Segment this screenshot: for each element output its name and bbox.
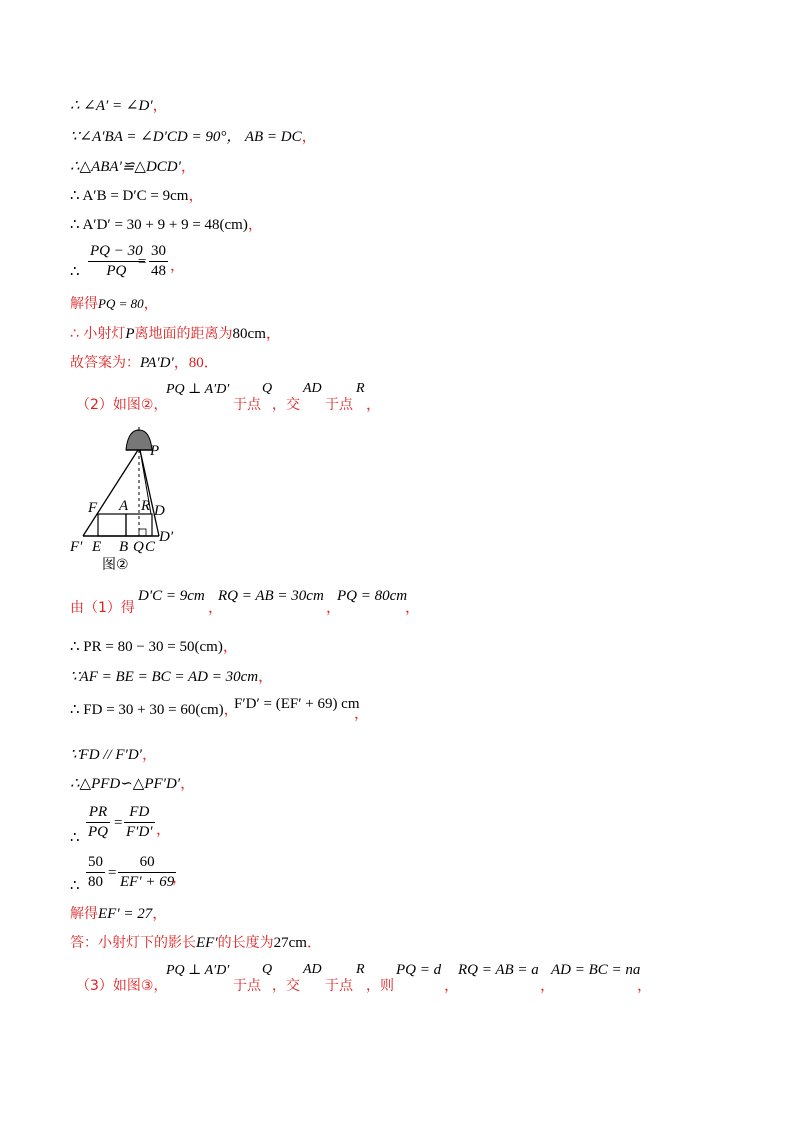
lamp-shade (126, 430, 152, 450)
line-2: ∵∠A′BA = ∠D′CD = 90°， AB = DC， (70, 129, 317, 145)
figure-2 (68, 425, 188, 575)
label-B: B (119, 539, 129, 555)
label-Fp: F′ (70, 539, 83, 555)
line-12: ∵AF = BE = BC = AD = 30cm， (70, 669, 274, 685)
fraction-fd: FD F′D′ (126, 804, 153, 840)
fraction-60: 60 EF′ + 69 (120, 854, 175, 890)
line-4: ∴ A′B = D′C = 9cm， (70, 188, 204, 204)
line-16: 解得EF′ = 27， (70, 906, 168, 922)
label-F: F (88, 500, 98, 516)
label-P: P (150, 443, 160, 459)
line-1: ∴ ∠A′ = ∠D′， (70, 98, 168, 114)
line-6: 解得PQ = 80， (70, 296, 159, 312)
fraction-pr-pq: PR PQ (88, 804, 108, 840)
square-fabe (98, 514, 126, 536)
line-13: ∴ FD = 30 + 30 = 60(cm)， F′D′ = (EF′ + 69) cm ， (70, 696, 370, 722)
label-Q: Q (133, 539, 144, 555)
line-7: ∴ 小射灯P离地面的距离为80cm， (70, 326, 281, 342)
fraction-30-48: 30 48 (151, 243, 166, 279)
line-8: 故答案为：PA′D′，80． (70, 355, 219, 371)
line-14: ∵FD // F′D′， (70, 747, 157, 763)
label-Dp: D′ (159, 529, 174, 545)
line-17: 答：小射灯下的影长EF′的长度为27cm． (70, 935, 322, 951)
figure-caption: 图② (102, 557, 129, 573)
line-11: ∴ PR = 80 − 30 = 50(cm)， (70, 639, 238, 655)
label-E: E (92, 539, 102, 555)
fraction-pq: PQ − 30 PQ (90, 243, 143, 279)
label-A: A (119, 498, 129, 514)
label-D: D (154, 503, 165, 519)
line-15: ∴△PFD∽△PF′D′， (70, 776, 196, 792)
label-C: C (145, 539, 156, 555)
line-5: ∴ A′D′ = 30 + 9 + 9 = 48(cm)， (70, 217, 263, 233)
label-R: R (141, 498, 151, 514)
right-angle-mark (139, 529, 146, 536)
fraction-50-80: 50 80 (88, 854, 103, 890)
ray-right (140, 450, 159, 536)
line-3: ∴△ABA′≌△DCD′， (70, 159, 196, 175)
ray-left (83, 450, 138, 536)
